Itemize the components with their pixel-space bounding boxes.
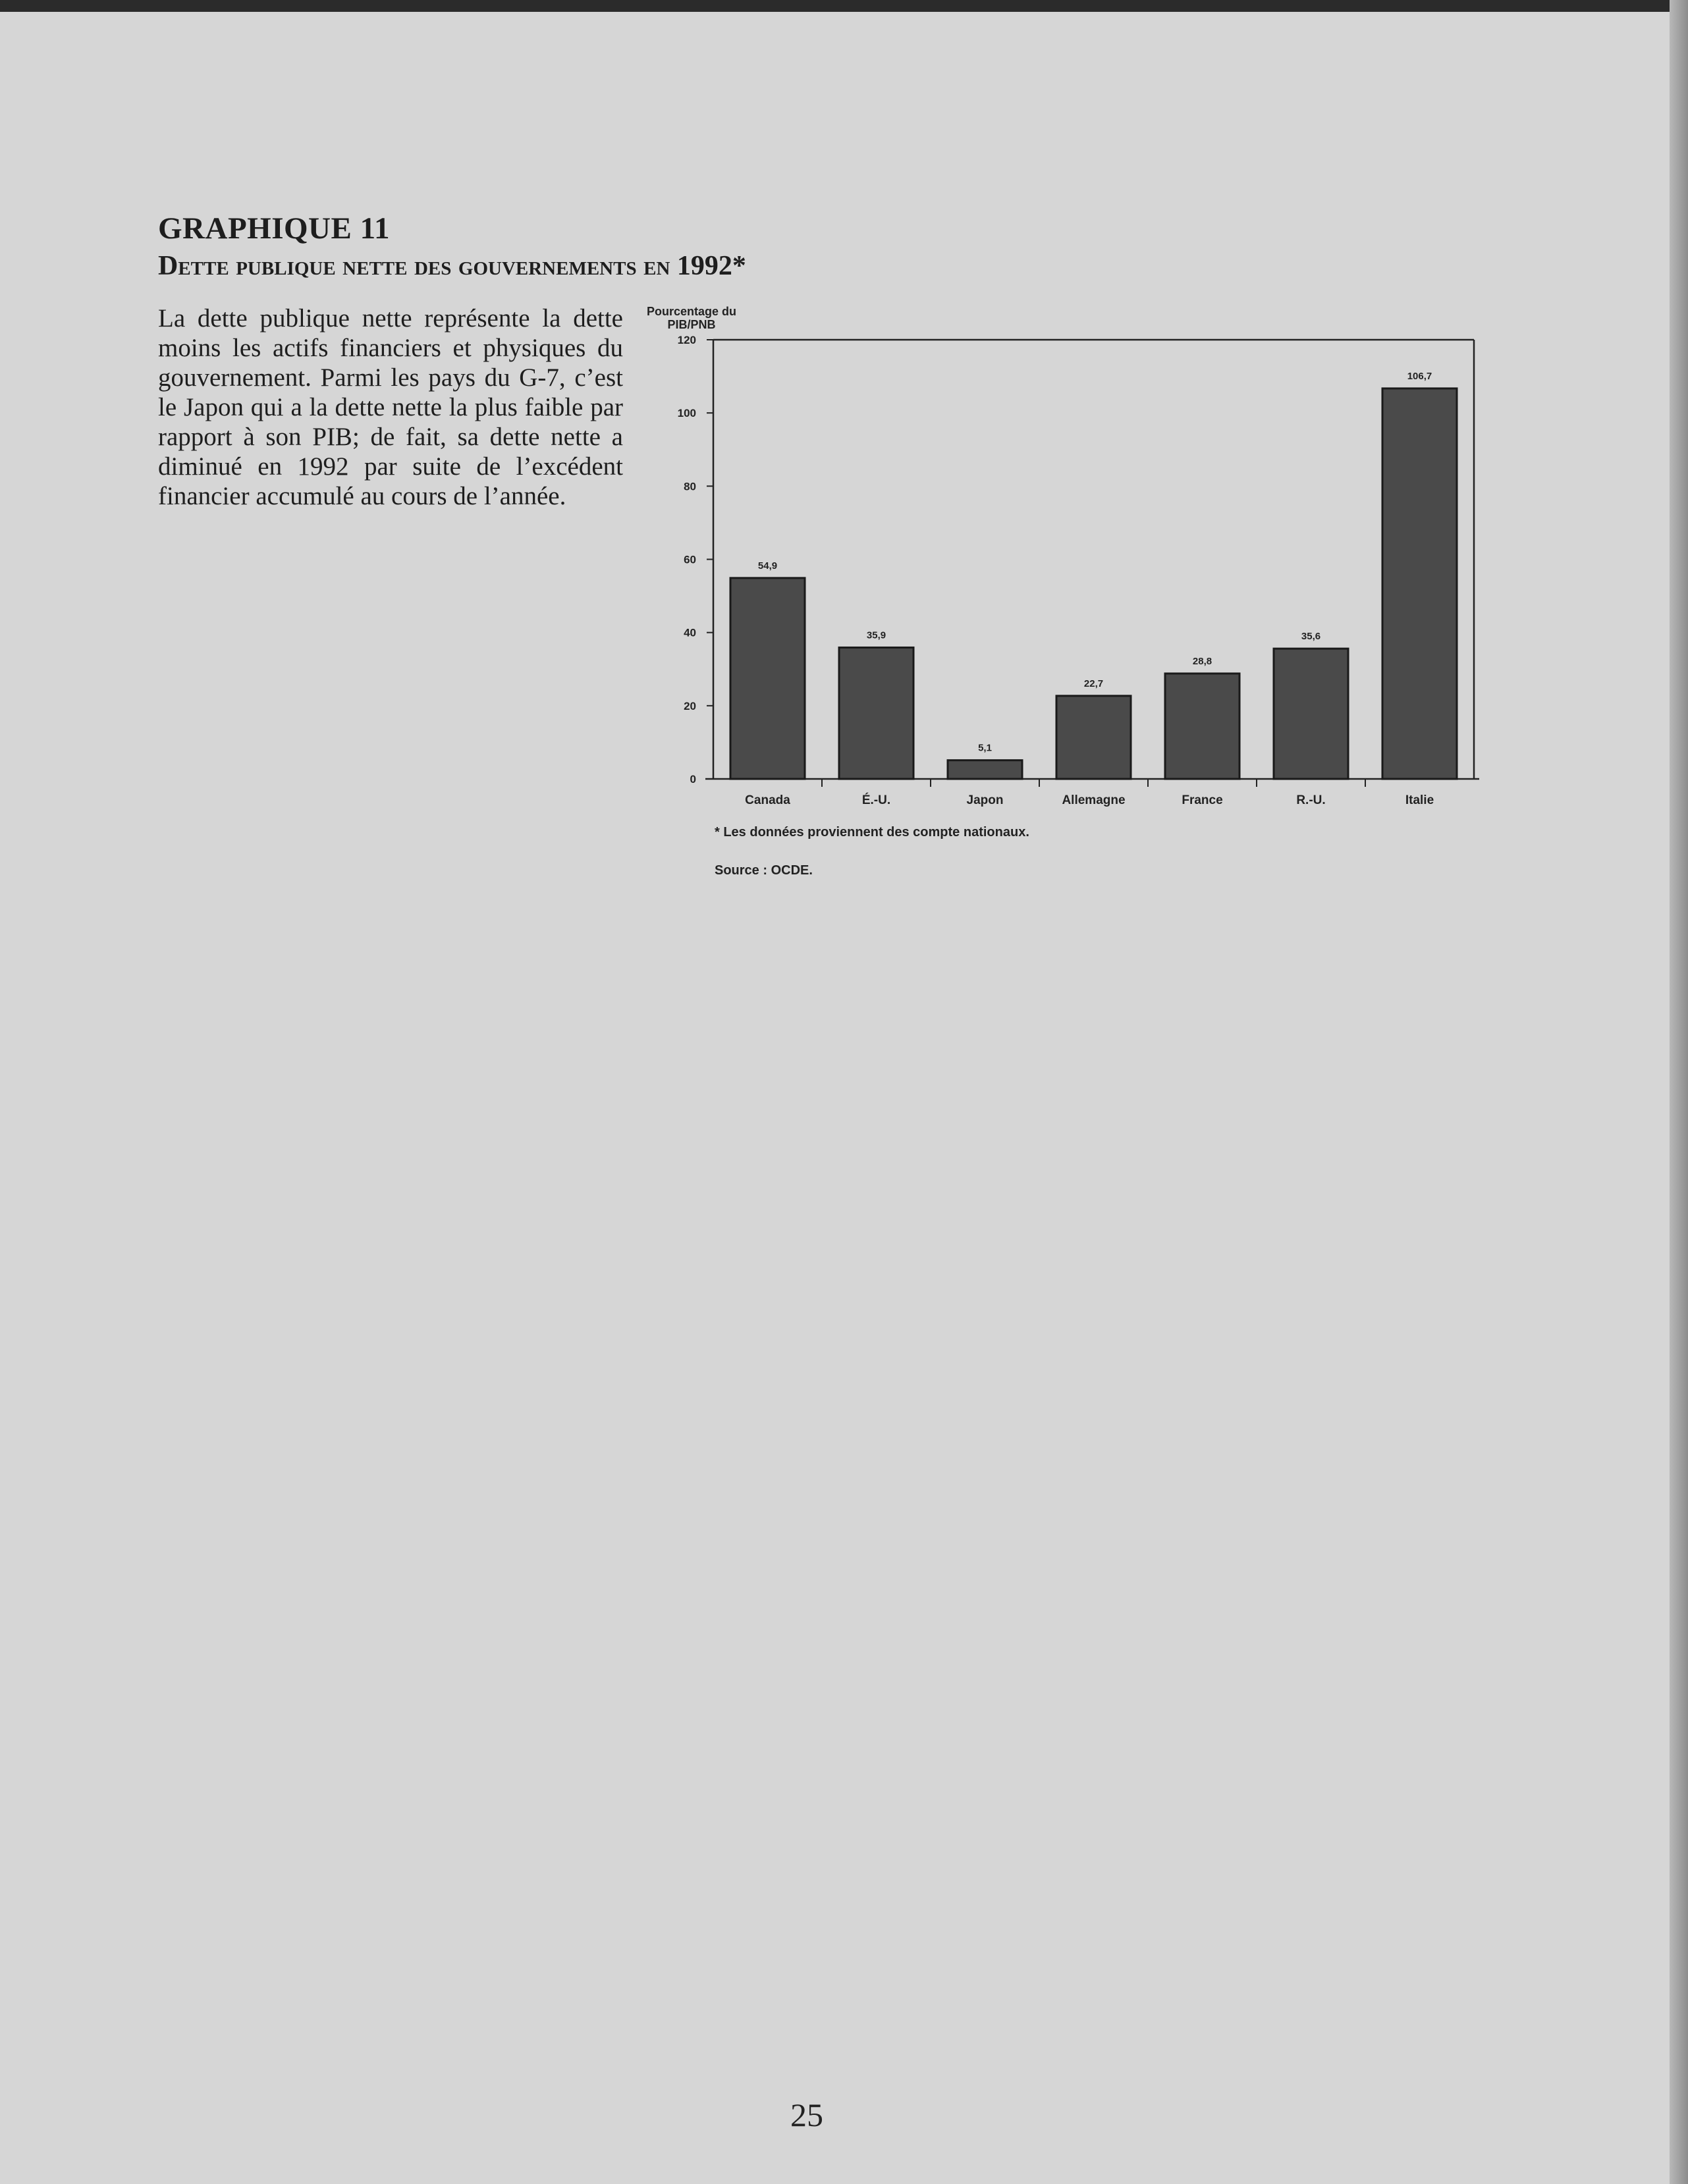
y-tick-label: 100 (677, 407, 696, 420)
chart-svg (619, 302, 1495, 894)
data-label: 5,1 (978, 742, 992, 754)
data-label: 28,8 (1192, 655, 1212, 667)
y-axis-title: Pourcentage du (646, 305, 737, 318)
page-number: 25 (790, 2096, 823, 2133)
scan-right-edge (1670, 0, 1688, 2184)
bar (839, 647, 913, 779)
y-tick-label: 20 (684, 699, 696, 712)
bar (948, 760, 1022, 779)
bar (1165, 674, 1239, 779)
y-tick-label: 40 (684, 626, 696, 639)
y-tick-label: 80 (684, 480, 696, 493)
data-label: 54,9 (757, 560, 778, 572)
figure-number: GRAPHIQUE 11 (158, 211, 391, 246)
figure-title: Dette publique nette des gouvernements en 1992* (158, 251, 746, 281)
x-tick-label: É.-U. (861, 793, 891, 807)
chart-source: Source : OCDE. (715, 863, 813, 878)
bar (1274, 649, 1348, 779)
y-tick-label: 60 (684, 553, 696, 566)
x-tick-label: Italie (1405, 793, 1434, 807)
y-axis-title: PIB/PNB (667, 318, 716, 331)
x-tick-label: Allemagne (1062, 793, 1126, 807)
data-label: 35,6 (1301, 631, 1321, 643)
bar (1382, 388, 1457, 779)
x-tick-label: Japon (966, 793, 1004, 807)
body-paragraph: La dette publique nette représente la dette moins les actifs financiers et physiques du gouvernement. Parmi les pays du G-7, c’est le Japon qui a la dette nette la plus faible par rapport à son PIB; de fait, sa dette nette a diminué en 1992 par suite de l’excédent financier accumulé au cours de l’année. (158, 304, 623, 510)
chart-footnote: * Les données proviennent des compte nationaux. (715, 825, 1029, 839)
scan-top-band (0, 0, 1688, 12)
bar (730, 578, 805, 779)
data-label: 35,9 (866, 629, 886, 641)
x-tick-label: R.-U. (1296, 793, 1326, 807)
page (0, 12, 1670, 2184)
y-tick-label: 120 (677, 334, 696, 346)
y-tick-label: 0 (690, 773, 696, 786)
data-label: 22,7 (1083, 678, 1104, 689)
x-tick-label: France (1182, 793, 1223, 807)
bar-chart (619, 302, 1495, 894)
bar (1056, 696, 1131, 779)
data-label: 106,7 (1407, 370, 1432, 382)
x-tick-label: Canada (745, 793, 790, 807)
